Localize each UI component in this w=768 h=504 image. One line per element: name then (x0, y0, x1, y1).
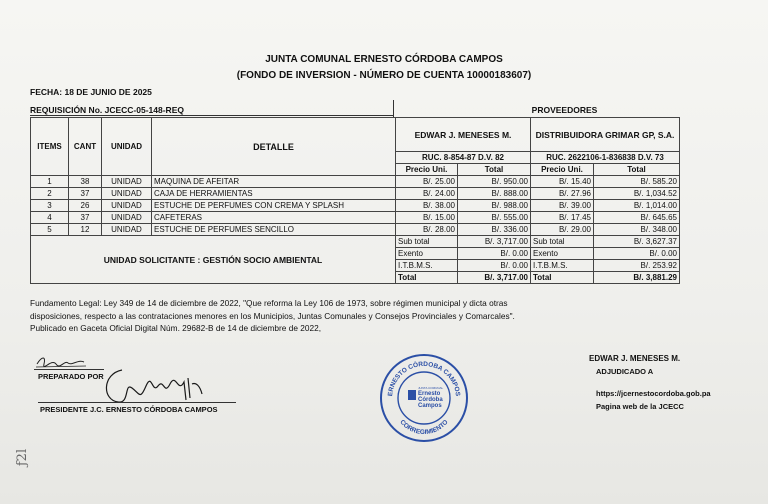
col-precio-1: Precio Uni. (396, 164, 458, 176)
seal-name-1: Ernesto (418, 391, 441, 397)
legal-line-1: Fundamento Legal: Ley 349 de 14 de diciembre de 2022, "Que reforma la Ley 106 de 1973, sobre régimen municipal y dicta otras (30, 298, 508, 308)
table-row (31, 212, 680, 224)
item-cant: 37 (69, 212, 102, 224)
item-price-1: B/. 38.00 (396, 200, 458, 212)
header-divider (393, 100, 394, 117)
item-unidad: UNIDAD (102, 176, 152, 188)
item-unidad: UNIDAD (102, 212, 152, 224)
item-price-1: B/. 28.00 (396, 224, 458, 236)
item-total-2: B/. 585.20 (594, 176, 680, 188)
item-detalle: ESTUCHE DE PERFUMES CON CREMA Y SPLASH (152, 200, 396, 212)
summary-value-1: B/. 0.00 (458, 260, 531, 272)
summary-value-2: B/. 253.92 (594, 260, 680, 272)
summary-value-2: B/. 3,627.37 (594, 236, 680, 248)
item-unidad: UNIDAD (102, 188, 152, 200)
item-number: 2 (31, 188, 69, 200)
item-unidad: UNIDAD (102, 224, 152, 236)
item-detalle: CAFETERAS (152, 212, 396, 224)
col-unidad: UNIDAD (102, 118, 152, 176)
item-number: 3 (31, 200, 69, 212)
seal-small-text: JUNTA COMUNAL (418, 386, 444, 390)
item-detalle: MAQUINA DE AFEITAR (152, 176, 396, 188)
margin-handwritten-mark: ƒ2l (15, 448, 31, 467)
summary-label: I.T.B.M.S. (396, 260, 458, 272)
prepared-by-label: PREPARADO POR (38, 372, 104, 381)
summary-label: Exento (531, 248, 594, 260)
summary-value-1: B/. 3,717.00 (458, 236, 531, 248)
item-total-1: B/. 950.00 (458, 176, 531, 188)
summary-value-2: B/. 3,881.29 (594, 272, 680, 284)
supplier-1-ruc: RUC. 8-854-87 D.V. 82 (396, 152, 531, 164)
suppliers-heading: PROVEEDORES (531, 105, 598, 115)
seal-top-text: ERNESTO CÓRDOBA CAMPOS (387, 360, 461, 397)
website-url: https://jcernestocordoba.gob.pa (596, 389, 711, 398)
document-subtitle: (FONDO DE INVERSION - NÚMERO DE CUENTA 10000183607) (236, 70, 532, 81)
item-price-2: B/. 15.40 (531, 176, 594, 188)
summary-label: Sub total (396, 236, 458, 248)
item-total-2: B/. 348.00 (594, 224, 680, 236)
awardee-name: EDWAR J. MENESES M. (589, 354, 681, 363)
seal-name-2: Córdoba (418, 397, 443, 403)
president-signature (92, 364, 222, 406)
item-detalle: CAJA DE HERRAMIENTAS (152, 188, 396, 200)
date-label: FECHA: 18 DE JUNIO DE 2025 (30, 87, 152, 97)
president-line (38, 402, 236, 403)
table-row (31, 224, 680, 236)
item-price-1: B/. 15.00 (396, 212, 458, 224)
col-items: ITEMS (31, 118, 69, 176)
item-price-1: B/. 24.00 (396, 188, 458, 200)
item-price-2: B/. 17.45 (531, 212, 594, 224)
col-total-2: Total (594, 164, 680, 176)
item-price-2: B/. 39.00 (531, 200, 594, 212)
supplier-1-name: EDWAR J. MENESES M. (396, 118, 531, 152)
item-total-1: B/. 336.00 (458, 224, 531, 236)
summary-label: I.T.B.M.S. (531, 260, 594, 272)
website-label: Pagina web de la JCECC (596, 402, 684, 411)
item-price-2: B/. 27.96 (531, 188, 594, 200)
item-cant: 38 (69, 176, 102, 188)
table-row (31, 200, 680, 212)
requesting-unit: UNIDAD SOLICITANTE : GESTIÓN SOCIO AMBIENTAL (31, 236, 396, 284)
item-total-1: B/. 888.00 (458, 188, 531, 200)
col-precio-2: Precio Uni. (531, 164, 594, 176)
item-total-2: B/. 645.65 (594, 212, 680, 224)
supplier-2-name: DISTRIBUIDORA GRIMAR GP, S.A. (531, 118, 680, 152)
seal-name-3: Campos (418, 403, 442, 409)
item-total-1: B/. 988.00 (458, 200, 531, 212)
col-total-1: Total (458, 164, 531, 176)
summary-value-2: B/. 0.00 (594, 248, 680, 260)
legal-line-2: disposiciones, respecto a las contrataciones menores en los Municipios, Juntas Comunales y Consejos Provinciales y Comarcales". (30, 310, 515, 321)
item-price-2: B/. 29.00 (531, 224, 594, 236)
table-row (31, 188, 680, 200)
summary-label: Exento (396, 248, 458, 260)
item-number: 4 (31, 212, 69, 224)
svg-text:CORREGIMIENTO (398, 419, 449, 436)
item-number: 5 (31, 224, 69, 236)
item-cant: 26 (69, 200, 102, 212)
item-total-2: B/. 1,034.52 (594, 188, 680, 200)
summary-label: Total (396, 272, 458, 284)
requisition-table (30, 117, 680, 284)
supplier-2-ruc: RUC. 2622106-1-836838 D.V. 73 (531, 152, 680, 164)
item-number: 1 (31, 176, 69, 188)
col-cant: CANT (69, 118, 102, 176)
table-row (31, 176, 680, 188)
item-unidad: UNIDAD (102, 200, 152, 212)
item-cant: 12 (69, 224, 102, 236)
seal-bottom-text: CORREGIMIENTO (398, 418, 450, 437)
col-detalle: DETALLE (152, 118, 396, 176)
president-label: PRESIDENTE J.C. ERNESTO CÓRDOBA CAMPOS (40, 405, 218, 414)
legal-line-3: Publicado en Gaceta Oficial Digital Núm. 29682-B de 14 de diciembre de 2022, (30, 323, 322, 333)
item-total-1: B/. 555.00 (458, 212, 531, 224)
item-detalle: ESTUCHE DE PERFUMES SENCILLO (152, 224, 396, 236)
official-seal (378, 352, 470, 444)
document-title: JUNTA COMUNAL ERNESTO CÓRDOBA CAMPOS (265, 54, 503, 65)
summary-label: Sub total (531, 236, 594, 248)
awarded-to-label: ADJUDICADO A (596, 367, 654, 376)
requisition-number: REQUISICIÓN No. JCECC-05-148-REQ (30, 105, 184, 115)
shield-icon (408, 390, 416, 400)
summary-value-1: B/. 0.00 (458, 248, 531, 260)
legal-basis (30, 297, 630, 335)
item-total-2: B/. 1,014.00 (594, 200, 680, 212)
item-cant: 37 (69, 188, 102, 200)
summary-label: Total (531, 272, 594, 284)
summary-value-1: B/. 3,717.00 (458, 272, 531, 284)
item-price-1: B/. 25.00 (396, 176, 458, 188)
header-rule-left (30, 115, 394, 116)
